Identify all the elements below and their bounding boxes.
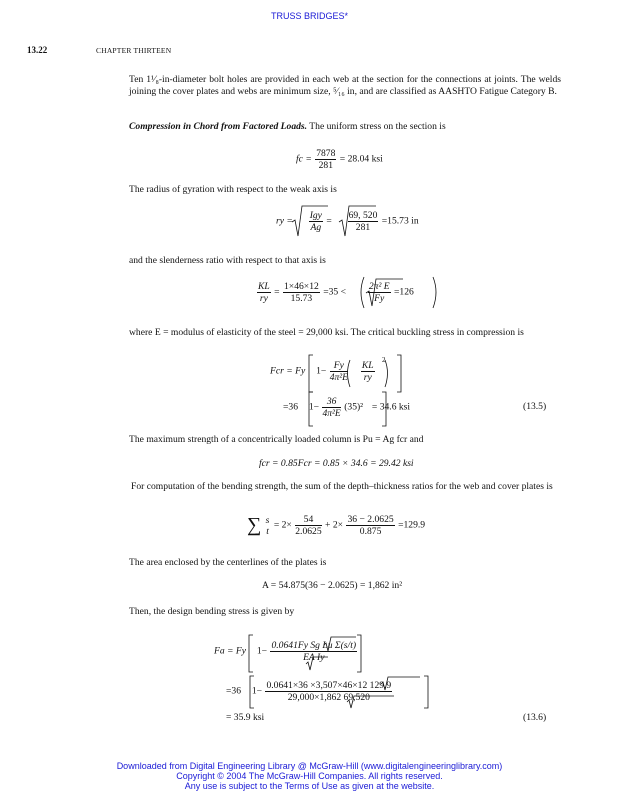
eq-fcr1-one: 1−	[316, 365, 327, 377]
bracket-right-fcr1	[397, 355, 401, 392]
paragraph-design: Then, the design bending stress is given by	[129, 606, 295, 617]
eq-sum-d2: 0.875	[359, 526, 382, 537]
eq-ry-den1: Ag	[310, 222, 322, 233]
eq-fc-rhs: = 28.04 ksi	[339, 153, 383, 165]
radical-fa2-num	[381, 677, 420, 690]
eq-ry-lhs: ry =	[276, 215, 293, 227]
eq-sum-lhs-d: t	[266, 525, 269, 537]
eq-fcr1-dk: ry	[363, 372, 372, 383]
paragraph-max-strength: The maximum strength of a concentrically loaded column is Pu = Ag fcr and	[129, 434, 424, 445]
eq-fc-lhs: fc =	[296, 153, 312, 165]
eq-ry-num2: 69, 520	[348, 210, 378, 221]
equation-number-13-5: (13.5)	[523, 401, 547, 412]
eq-fcr2-mid: (35)²	[344, 401, 364, 413]
bracket-left-fa2	[250, 676, 254, 708]
paragraph-bending: For computation of the bending strength, the sum of the depth–thickness ratios for the web and cover plates is	[131, 481, 553, 492]
bracket-right-fa1	[357, 635, 361, 672]
paren-left-fcr1	[348, 360, 351, 387]
chapter-label: CHAPTER THIRTEEN	[96, 46, 172, 55]
eq-fcr1-exp: 2	[382, 355, 386, 364]
eq-sum-rhs: =129.9	[398, 519, 426, 531]
footer-line-1: Downloaded from Digital Engineering Library @ McGraw-Hill (www.digitalengineeringlibrary.com)	[116, 761, 503, 771]
eq-kl-d1: ry	[259, 293, 268, 304]
eq-kl-d3: Fy	[374, 293, 385, 304]
eq-kl-n2: 1×46×12	[283, 281, 319, 292]
compression-text: The uniform stress on the section is	[309, 121, 446, 132]
bracket-right-fa2	[424, 676, 428, 708]
paragraph-area: The area enclosed by the centerlines of the plates is	[129, 557, 327, 568]
eq-fa1-den: EA Iy	[303, 652, 325, 663]
bracket-right-fcr2	[382, 392, 386, 426]
eq-fa2-one: 1−	[251, 685, 263, 697]
paren-right-fcr1	[385, 360, 388, 387]
paragraph-slenderness: and the slenderness ratio with respect to that axis is	[129, 255, 326, 266]
equation-fcr-3: fcr = 0.85Fcr = 0.85 × 34.6 = 29.42 ksi	[259, 458, 414, 469]
footer-line-3: Any use is subject to the Terms of Use as given at the website.	[184, 781, 435, 791]
eq-fcr2-rhs: = 34.6 ksi	[371, 401, 411, 413]
radical-ry-1	[292, 206, 328, 236]
eq-kl-n3: 2π² E	[368, 281, 390, 292]
sum-symbol: ∑	[247, 514, 262, 536]
equation-ry: ry = $\frac{\text{Igy}}{Ag}$ = $\frac{69, 520}{281}$ =15.73 in	[276, 210, 419, 233]
footer	[0, 761, 619, 791]
eq-ry-num1: Igy	[309, 210, 322, 221]
eq-sum-eq: = 2×	[273, 519, 292, 531]
equation-number-13-6: (13.6)	[523, 712, 547, 723]
running-title: TRUSS BRIDGES*	[270, 11, 348, 21]
eq-fa1-lhs: Fa = Fy	[214, 645, 247, 657]
compression-heading: Compression in Chord from Factored Loads.	[129, 121, 308, 132]
eq-kl-n1: KL	[258, 281, 270, 292]
eq-fa2-num: 0.0641×36 ×3,507×46×12 129.9	[266, 680, 392, 691]
eq-fcr1-df: 4π²E	[329, 372, 349, 383]
eq-kl-mid: =35 <	[323, 286, 347, 298]
radical-fa1-iy	[306, 657, 328, 670]
radical-fa1-sum	[324, 637, 356, 651]
eq-ry-rhs: =15.73 in	[381, 215, 419, 227]
eq-fcr1-nf: Fy	[330, 360, 348, 372]
paren-right-kl	[433, 277, 436, 308]
eq-kl-rhs: =126	[394, 286, 414, 298]
page-number: 13.22	[27, 45, 48, 55]
eq-fa2-den: 29,000×1,862 69,520	[287, 692, 370, 703]
bracket-left-fcr2	[309, 392, 313, 426]
paragraph-radius: The radius of gyration with respect to the weak axis is	[129, 184, 337, 195]
eq-sum-n2: 36 − 2.0625	[347, 514, 394, 525]
eq-fcr1-lhs: Fcr = Fy	[270, 365, 306, 377]
radical-ry-2	[339, 206, 376, 236]
eq-fcr1-nk: KL	[361, 360, 374, 371]
equation-fa-3: = 35.9 ksi	[226, 712, 265, 723]
equation-area: A = 54.875(36 − 2.0625) = 1,862 in²	[262, 580, 403, 591]
bracket-left-fa1	[249, 635, 253, 672]
eq-ry-den2: 281	[355, 222, 371, 233]
eq-fa1-num: 0.0641Fy Sg Lu Σ(s/t)	[271, 640, 357, 651]
equation-kl: $\frac{KL}{ry}$ = $\frac{1\times 46\times 12}{15.73}$ =35 < $\frac{\text{2π² E}}{Fy}$ =126	[258, 281, 414, 304]
eq-fcr2-one: 1−	[308, 401, 320, 413]
eq-fcr2-n: 36	[322, 396, 340, 408]
eq-fc-den: 281	[318, 160, 333, 171]
eq-fcr2-lhs: =36	[283, 401, 299, 413]
eq-sum-lhs-n: s	[265, 514, 270, 526]
paren-left-kl	[361, 277, 364, 308]
eq-fa1-one: 1−	[256, 645, 268, 657]
paragraph-bolt-holes: Ten 1¹⁄₈-in-diameter bolt holes are provided in each web at the section for the connections at joints. The welds joining the cover plates and webs are minimum size, ⁵⁄₁₆ in, and are classified as AASHTO Fatigue Category B.	[129, 74, 561, 97]
bracket-left-fcr1	[309, 355, 313, 392]
eq-kl-d2: 15.73	[290, 293, 313, 304]
eq-sum-d1: 2.0625	[295, 526, 322, 537]
eq-fcr2-d: 4π²E	[322, 408, 341, 419]
radical-fa2-den	[347, 696, 394, 708]
eq-fc-num: 7878	[316, 148, 336, 159]
eq-sum-n1: 54	[295, 514, 321, 526]
footer-line-2: Copyright © 2004 The McGraw-Hill Companies. All rights reserved.	[176, 771, 443, 781]
eq-fa2-lhs: =36	[226, 685, 242, 697]
eq-sum-plus: + 2×	[325, 519, 344, 531]
radical-kl	[366, 279, 403, 306]
paragraph-where: where E = modulus of elasticity of the steel = 29,000 ksi. The critical buckling stress in compression is	[129, 327, 524, 338]
